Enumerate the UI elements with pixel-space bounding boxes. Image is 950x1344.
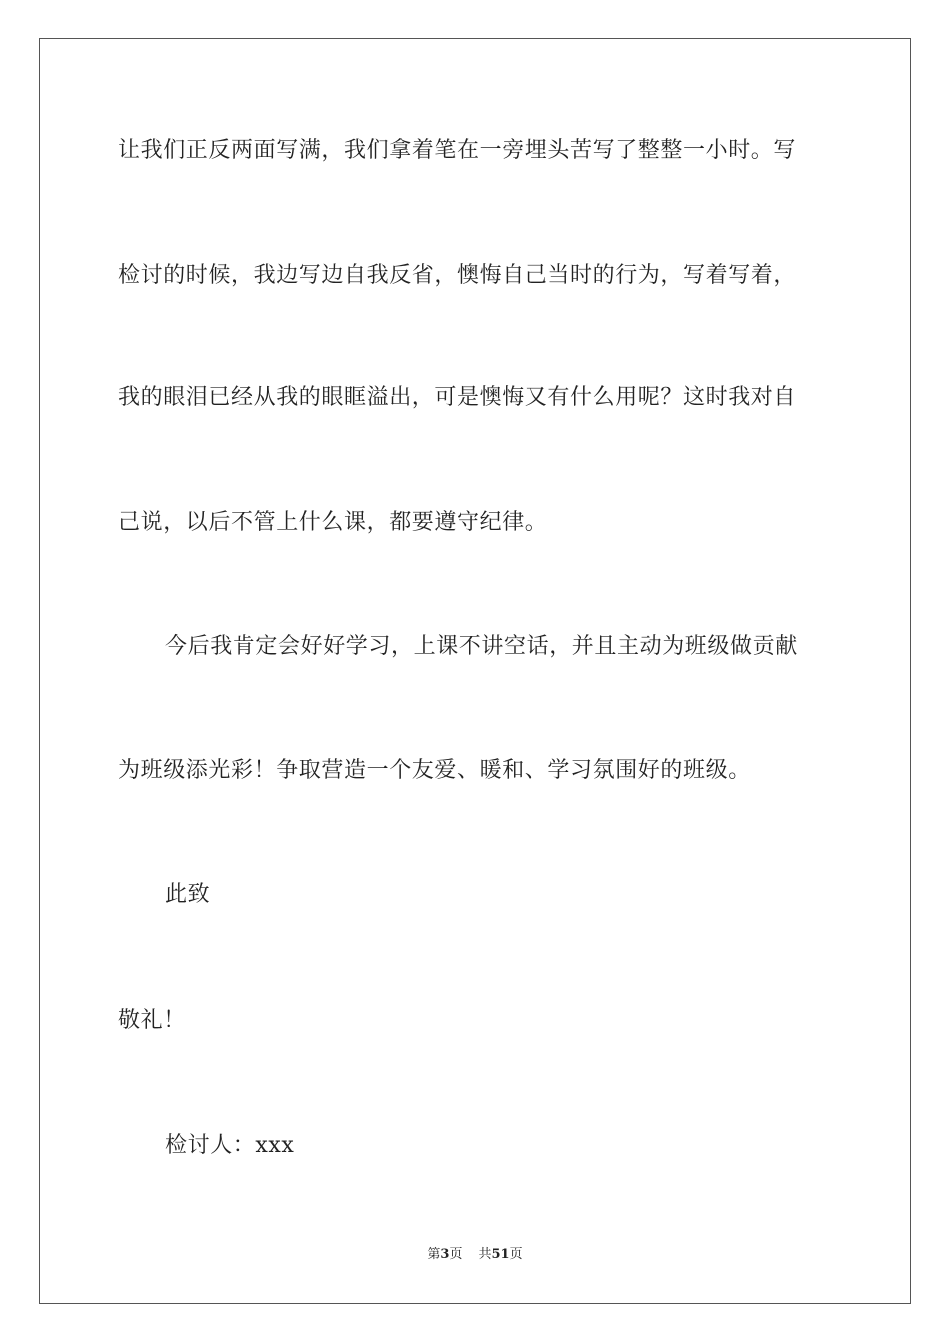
body-line-1: 让我们正反两面写满，我们拿着笔在一旁埋头苦写了整整一小时。写 [118,138,797,163]
page-suffix: 页 [449,1247,463,1262]
total-prefix: 共 [478,1247,492,1262]
total-suffix: 页 [509,1247,523,1262]
paragraph-line-1: 今后我肯定会好好学习，上课不讲空话，并且主动为班级做贡献 [165,634,798,659]
body-line-3: 我的眼泪已经从我的眼眶溢出，可是懊悔又有什么用呢？这时我对自 [118,385,797,410]
page-footer [0,1246,950,1264]
body-line-4: 己说，以后不管上什么课，都要遵守纪律。 [118,510,548,535]
total-pages: 51 [491,1247,510,1262]
page-number: 3 [440,1247,450,1262]
signature-line: 检讨人：xxx [165,1133,295,1158]
body-line-2: 检讨的时候，我边写边自我反省，懊悔自己当时的行为，写着写着， [118,263,797,288]
page-prefix: 第 [427,1247,441,1262]
paragraph-line-2: 为班级添光彩！争取营造一个友爱、暖和、学习氛围好的班级。 [118,758,751,783]
closing-salutation: 此致 [165,882,211,907]
page-border [39,38,911,1304]
closing-regards: 敬礼！ [118,1008,186,1033]
